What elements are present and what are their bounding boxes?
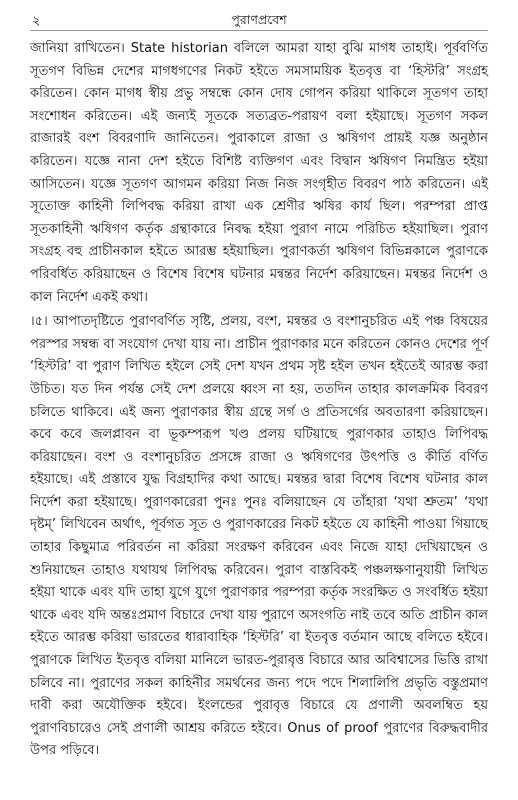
body-text xyxy=(30,38,488,763)
page-number: ২ xyxy=(32,14,41,29)
paragraph-2: ।৫। আপাতদৃষ্টিতে পুরাণবর্ণিত সৃষ্টি, প্রলয়, বংশ, মন্বন্তর ও বংশানুচরিত এই পঞ্চ বিষয়ের পরস্পর সম্বন্ধ বা সংযোগ দেখা যায় না। প্রাচীন পুরাণকার মনে করিতেন কোনও দেশের পূর্ণ ‘হিস্টরি’ বা পুরাণ লিখিত হইলে সেই দেশ যখন প্রথম সৃষ্ট হইল তখন হইতেই আরম্ভ করা উচিত। যত দিন পর্যন্ত সেই দেশ প্রলয়ে ধ্বংস না হয়, ততদিন তাহার কালক্রমিক বিবরণ চলিতে থাকিবে। এই জন্য পুরাণকার স্বীয় গ্রন্থে সর্গ ও প্রতিসর্গের অবতারণা করিয়াছেন। কবে কবে জলপ্লাবন বা ভূকম্পরূপ খণ্ড প্রলয় ঘটিয়াছে পুরাণকার তাহাও লিপিবদ্ধ করিয়াছেন। বংশ ও বংশানুচরিত প্রসঙ্গে রাজা ও ঋষিগণের উৎপত্তি ও কীর্তি বর্ণিত হইয়াছে। এই প্রস্তাবে যুদ্ধ বিগ্রহাদির কথা আছে। মন্বন্তর দ্বারা বিশেষ বিশেষ ঘটনার কাল নির্দেশ করা হইয়াছে। পুরাণকারেরা পুনঃ পুনঃ বলিয়াছেন যে তাঁহারা ‘যথা শ্রুতম’ ‘যথা দৃষ্টম্’ লিখিবেন অর্থাৎ, পূর্বগত সূত ও পুরাণকারের নিকট হইতে যে কাহিনী পাওয়া গিয়াছে তাহার কিছুমাত্র পরিবর্তন না করিয়া সংরক্ষণ করিবেন এবং নিজে যাহা দেখিয়াছেন ও শুনিয়াছেন তাহাও যথাযথ লিপিবদ্ধ করিবেন। পুরাণ বাস্তবিকই পঞ্চলক্ষণানুযায়ী লিখিত হইয়া থাকে এবং যদি তাহা যুগে যুগে পুরাণকার পরম্পরা কর্তৃক সংরক্ষিত ও সংবর্ধিত হইয়া থাকে এবং যদি অন্তঃপ্রমাণ বিচারে দেখা যায় পুরাণে অসংগতি নাই তবে অতি প্রাচীন কাল হইতে আরম্ভ করিয়া ভারতের ধারাবাহিক ‘হিস্টরি’ বা ইতবৃত্ত বর্তমান আছে বলিতে হইবে। পুরাণকে লিখিত ইতবৃত্ত বলিয়া মানিলে ভারত-পুরাবৃত্ত বিচারে আর অবিশ্বাসের ভিত্তি রাখা চলিবে না। পুরাণের সকল কাহিনীর সমর্থনের জন্য পদে পদে শিলালিপি প্রভৃতি বস্তুপ্রমাণ দাবী করা অযৌক্তিক হইবে। ইংলন্ডের পুরাবৃত্ত বিচারে যে প্রণালী অবলম্বিত হয় পুরাণবিচারেও সেই প্রণালী আশ্রয় করিতে হইবে। Onus of proof পুরাণের বিরুদ্ধবাদীর উপর পড়িবে। xyxy=(30,314,488,759)
running-title: পুরাণপ্রবেশ xyxy=(231,12,287,27)
paragraph-1: জানিয়া রাখিতেন। State historian বলিলে আমরা যাহা বুঝি মাগধ তাহাই। পূর্ববর্ণিত সূতগণ বিভিন্ন দেশের মাগধগণের নিকট হইতে সমসাময়িক ইতবৃত্ত বা ‘হিস্টরি’ সংগ্রহ করিতেন। কোন মাগধ স্বীয় প্রভু সম্বন্ধে কোন দোষ গোপন করিয়া থাকিলে সূতগণ তাহা সংশোধন করিতেন। এই জন্যই সূতকে সত্যব্রত-পরায়ণ বলা হইয়াছে। সূতগণ সকল রাজারই বংশ বিবরণাদি জানিতেন। পুরাকালে রাজা ও ঋষিগণ প্রায়ই যজ্ঞ অনুষ্ঠান করিতেন। যজ্ঞে নানা দেশ হইতে বিশিষ্ট ব্যক্তিগণ এবং বিদ্বান ঋষিগণ নিমন্ত্রিত হইয়া আসিতেন। যজ্ঞে সূতগণ আগমন করিয়া নিজ নিজ সংগৃহীত বিবরণ পাঠ করিতেন। এই সূতোক্ত কাহিনী লিপিবদ্ধ করিয়া রাখা এক শ্রেণীর ঋষির কার্য ছিল। পরম্পরা প্রাপ্ত সূতকাহিনী ঋষিগণ কর্তৃক গ্রন্থাকারে নিবদ্ধ হইয়া পুরাণ নামে পরিচিত হইয়াছিল। পুরাণ সংগ্রহ বহু প্রাচীনকাল হইতে আরম্ভ হইয়াছিল। পুরাণকর্তা ঋষিগণ বিভিন্নকালে পুরাণকে পরিবর্ধিত করিয়াছেন ও বিশেষ বিশেষ ঘটনার মন্বন্তর নির্দেশ করিয়াছেন। মন্বন্তর নির্দেশ ও কাল নির্দেশ একই কথা। xyxy=(30,41,488,305)
header-rule xyxy=(30,30,488,31)
page-header xyxy=(30,8,488,34)
